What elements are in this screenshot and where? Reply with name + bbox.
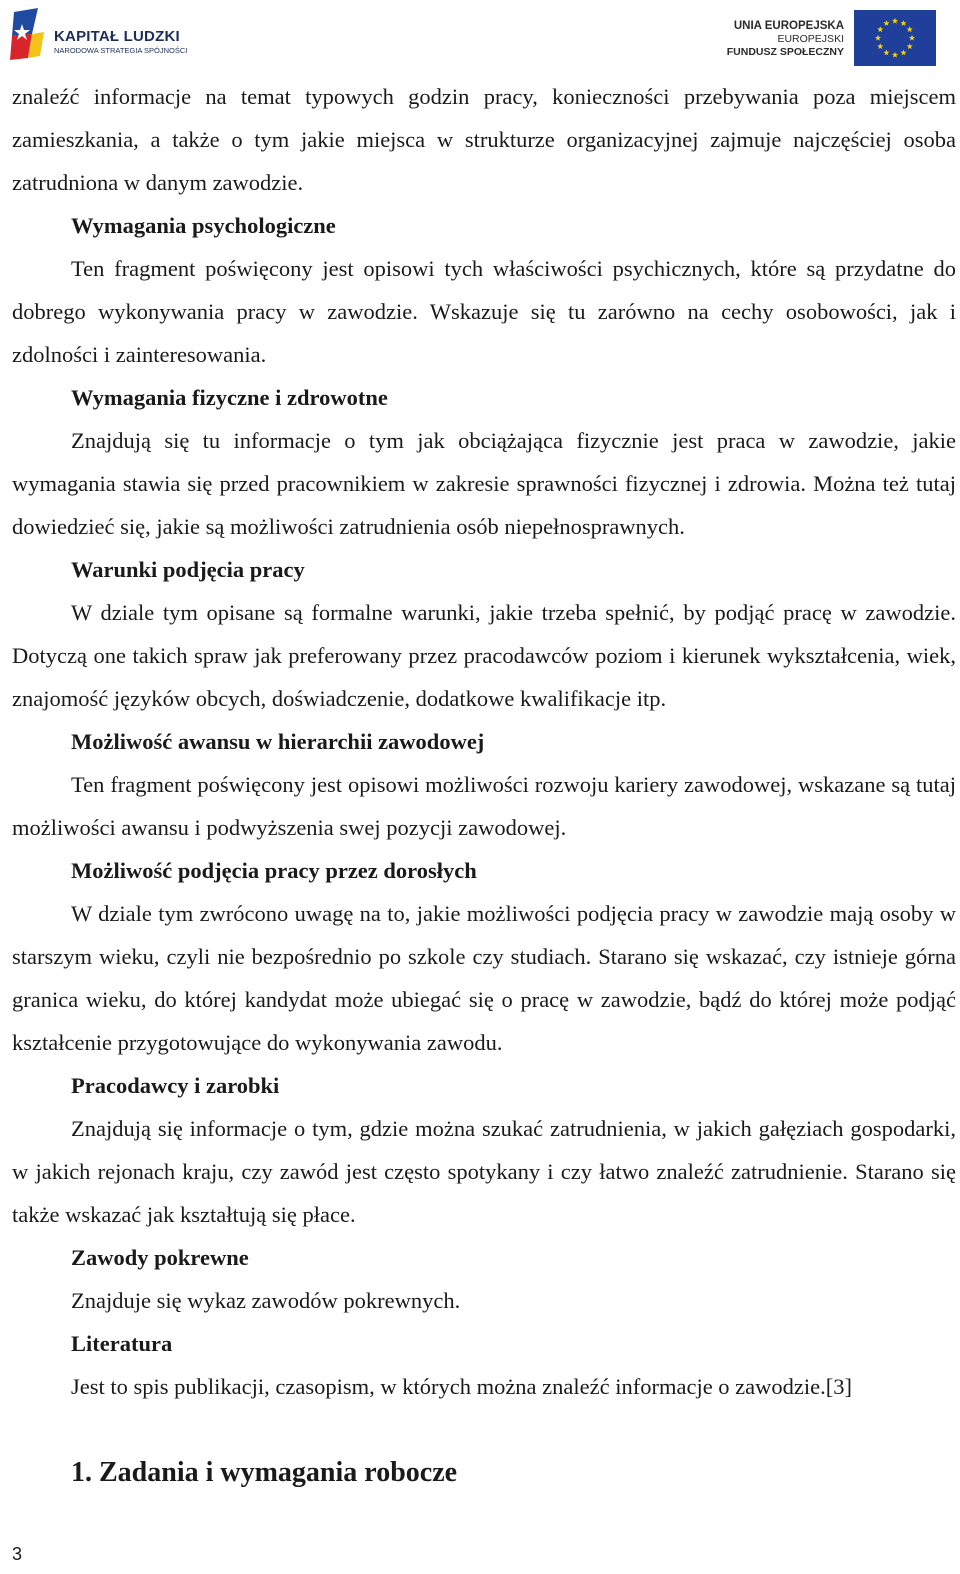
section-heading: Możliwość awansu w hierarchii zawodowej [71,729,485,754]
section-heading: Warunki podjęcia pracy [71,557,305,582]
efs-logo [726,8,936,66]
kapital-ludzki-emblem-icon [8,6,48,62]
efs-logo-line-1: UNIA EUROPEJSKA [733,20,844,32]
section-text: Znajdują się informacje o tym, gdzie można szukać zatrudnienia, w jakich gałęziach gospodarki, w jakich rejonach kraju, czy zawód jest często spotykany i czy łatwo znaleźć zatrudnienie. Starano się także wskazać jak kształtują się płace. [12,1116,956,1227]
efs-logo-line-2: EUROPEJSKI [777,33,844,45]
chapter-title: 1. Zadania i wymagania robocze [71,1457,458,1488]
page-number: 3 [12,1544,23,1564]
section-heading: Wymagania psychologiczne [71,213,336,238]
section-psychological [12,204,956,376]
section-literature [12,1322,956,1408]
page-header [0,0,960,70]
section-heading: Literatura [71,1331,173,1356]
section-text: Znajdują się tu informacje o tym jak obciążająca fizycznie jest praca w zawodzie, jakie wymagania stawia się przed pracownikiem w zakresie sprawności fizycznej i zdrowia. Można też tutaj dowiedzieć się, jakie są możliwości zatrudnienia osób niepełnosprawnych. [12,428,956,539]
eu-flag-icon [854,10,936,66]
section-adults [12,849,956,1064]
section-text: Znajduje się wykaz zawodów pokrewnych. [71,1288,461,1313]
section-text: W dziale tym opisane są formalne warunki, jakie trzeba spełnić, by podjąć pracę w zawodzie. Dotyczą one takich spraw jak preferowany przez pracodawców poziom i kierunek wykształcenia, wiek, znajomość języków obcych, doświadczenie, dodatkowe kwalifikacje itp. [12,600,956,711]
section-heading: Zawody pokrewne [71,1245,249,1270]
section-heading: Pracodawcy i zarobki [71,1073,280,1098]
section-conditions [12,548,956,720]
kapital-ludzki-title: KAPITAŁ LUDZKI [54,28,180,45]
section-physical [12,376,956,548]
section-text: Jest to spis publikacji, czasopism, w których można znaleźć informacje o zawodzie.[3] [71,1374,852,1399]
section-heading: Możliwość podjęcia pracy przez dorosłych [71,858,477,883]
section-promotion [12,720,956,849]
efs-logo-text [727,20,844,59]
kapital-ludzki-logo [8,6,208,64]
section-text: W dziale tym zwrócono uwagę na to, jakie możliwości podjęcia pracy w zawodzie mają osoby w starszym wieku, czyli nie bezpośrednio po szkole czy studiach. Starano się wskazać, czy istnieje górna granica wieku, do której kandydat może ubiegać się o pracę w zawodzie, bądź do której może podjąć kształcenie przygotowujące do wykonywania zawodu. [12,901,956,1055]
section-related [12,1236,956,1322]
document-body [12,75,956,1494]
intro-paragraph: znaleźć informacje na temat typowych godzin pracy, konieczności przebywania poza miejscem zamieszkania, a także o tym jakie miejsca w strukturze organizacyjnej zajmuje najczęściej osoba zatrudniona w danym zawodzie. [12,84,956,195]
kapital-ludzki-subtitle: NARODOWA STRATEGIA SPÓJNOŚCI [54,46,188,55]
section-text: Ten fragment poświęcony jest opisowi możliwości rozwoju kariery zawodowej, wskazane są tutaj możliwości awansu i podwyższenia swej pozycji zawodowej. [12,772,956,840]
section-text: Ten fragment poświęcony jest opisowi tych właściwości psychicznych, które są przydatne do dobrego wykonywania pracy w zawodzie. Wskazuje się tu zarówno na cechy osobowości, jak i zdolności i zainteresowania. [12,256,956,367]
section-heading: Wymagania fizyczne i zdrowotne [71,385,388,410]
efs-logo-line-3: FUNDUSZ SPOŁECZNY [726,46,844,58]
section-employers [12,1064,956,1236]
